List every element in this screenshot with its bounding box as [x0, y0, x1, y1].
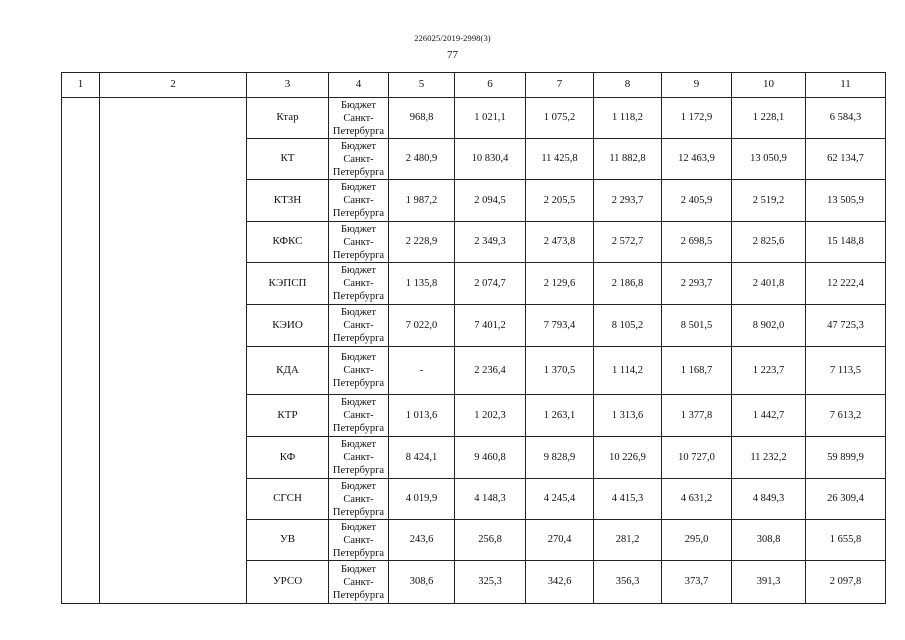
value-cell: -: [389, 347, 455, 395]
value-cell: 2 698,5: [662, 222, 732, 263]
funding-source-line: Бюджет: [340, 480, 377, 492]
funding-source-line: Петербурга: [332, 378, 385, 389]
value-cell: 1 135,8: [389, 263, 455, 305]
table-row: [62, 98, 886, 139]
funding-source-line: Санкт-: [343, 493, 374, 505]
value-cell: 342,6: [526, 561, 594, 604]
value-cell: 9 828,9: [526, 437, 594, 479]
value-cell: 11 425,8: [526, 139, 594, 180]
column-header: 6: [455, 73, 526, 98]
funding-source-line: Петербурга: [332, 249, 385, 261]
funding-source-cell: [329, 305, 389, 347]
funding-source-cell: [329, 561, 389, 604]
value-cell: 1 987,2: [389, 180, 455, 222]
value-cell: 11 882,8: [594, 139, 662, 180]
value-cell: 2 572,7: [594, 222, 662, 263]
value-cell: 2 186,8: [594, 263, 662, 305]
funding-source-cell: [329, 437, 389, 479]
value-cell: 1 370,5: [526, 347, 594, 395]
funding-source-line: Бюджет: [340, 223, 377, 235]
agency-cell: СГСН: [247, 479, 329, 520]
column-header: 8: [594, 73, 662, 98]
value-cell: 12 463,9: [662, 139, 732, 180]
funding-source-line: Бюджет: [340, 439, 377, 450]
value-cell: 1 168,7: [662, 347, 732, 395]
value-cell: 2 129,6: [526, 263, 594, 305]
value-cell: 1 377,8: [662, 395, 732, 437]
agency-cell: КТ: [247, 139, 329, 180]
agency-cell: КФ: [247, 437, 329, 479]
funding-source-line: Санкт-: [343, 534, 374, 546]
funding-source-line: Санкт-: [343, 195, 374, 206]
value-cell: 281,2: [594, 520, 662, 561]
value-cell: 7 793,4: [526, 305, 594, 347]
value-cell: 308,6: [389, 561, 455, 604]
header-row: [62, 73, 886, 98]
value-cell: 2 519,2: [732, 180, 806, 222]
funding-source-line: Петербурга: [332, 465, 385, 476]
column-header: 5: [389, 73, 455, 98]
value-cell: 2 293,7: [594, 180, 662, 222]
value-cell: 1 223,7: [732, 347, 806, 395]
value-cell: 10 830,4: [455, 139, 526, 180]
funding-source-line: Бюджет: [340, 563, 377, 575]
funding-source-line: Петербурга: [332, 547, 385, 559]
value-cell: 1 313,6: [594, 395, 662, 437]
funding-source-cell: [329, 180, 389, 222]
value-cell: 2 349,3: [455, 222, 526, 263]
column-header: 10: [732, 73, 806, 98]
total-cell: 13 505,9: [806, 180, 886, 222]
value-cell: 1 202,3: [455, 395, 526, 437]
value-cell: 1 114,2: [594, 347, 662, 395]
funding-source-cell: [329, 98, 389, 139]
value-cell: 2 473,8: [526, 222, 594, 263]
funding-source-line: Санкт-: [343, 365, 374, 376]
funding-source-cell: [329, 139, 389, 180]
agency-cell: КФКС: [247, 222, 329, 263]
funding-source-line: Петербурга: [332, 423, 385, 434]
merged-cell-col-2: [100, 98, 247, 604]
funding-source-line: Санкт-: [343, 278, 374, 289]
value-cell: 270,4: [526, 520, 594, 561]
value-cell: 10 727,0: [662, 437, 732, 479]
value-cell: 356,3: [594, 561, 662, 604]
funding-source-line: Бюджет: [340, 521, 377, 533]
value-cell: 1 442,7: [732, 395, 806, 437]
value-cell: 968,8: [389, 98, 455, 139]
value-cell: 373,7: [662, 561, 732, 604]
total-cell: 12 222,4: [806, 263, 886, 305]
funding-source-line: Санкт-: [343, 576, 374, 588]
value-cell: 1 228,1: [732, 98, 806, 139]
page-number: 77: [447, 49, 458, 61]
column-header: 2: [100, 73, 247, 98]
agency-cell: КТР: [247, 395, 329, 437]
funding-source-line: Петербурга: [332, 333, 385, 344]
value-cell: 8 424,1: [389, 437, 455, 479]
value-cell: 1 013,6: [389, 395, 455, 437]
agency-cell: Ктар: [247, 98, 329, 139]
total-cell: 15 148,8: [806, 222, 886, 263]
funding-source-line: Санкт-: [343, 236, 374, 248]
value-cell: 2 205,5: [526, 180, 594, 222]
column-header: 9: [662, 73, 732, 98]
column-header: 3: [247, 73, 329, 98]
funding-source-line: Петербурга: [332, 166, 385, 178]
value-cell: 2 401,8: [732, 263, 806, 305]
total-cell: 6 584,3: [806, 98, 886, 139]
value-cell: 243,6: [389, 520, 455, 561]
value-cell: 256,8: [455, 520, 526, 561]
column-header: 1: [62, 73, 100, 98]
agency-cell: КДА: [247, 347, 329, 395]
total-cell: 26 309,4: [806, 479, 886, 520]
value-cell: 2 825,6: [732, 222, 806, 263]
value-cell: 2 293,7: [662, 263, 732, 305]
funding-source-cell: [329, 263, 389, 305]
value-cell: 4 631,2: [662, 479, 732, 520]
value-cell: 1 075,2: [526, 98, 594, 139]
column-header: 7: [526, 73, 594, 98]
value-cell: 2 236,4: [455, 347, 526, 395]
merged-cell-col-1: [62, 98, 100, 604]
value-cell: 11 232,2: [732, 437, 806, 479]
funding-source-line: Бюджет: [340, 99, 377, 111]
total-cell: 7 613,2: [806, 395, 886, 437]
funding-source-line: Бюджет: [340, 352, 377, 363]
value-cell: 295,0: [662, 520, 732, 561]
value-cell: 4 849,3: [732, 479, 806, 520]
funding-source-cell: [329, 347, 389, 395]
funding-source-cell: [329, 520, 389, 561]
funding-source-line: Бюджет: [340, 307, 377, 318]
value-cell: 4 148,3: [455, 479, 526, 520]
value-cell: 8 105,2: [594, 305, 662, 347]
column-header: 11: [806, 73, 886, 98]
total-cell: 62 134,7: [806, 139, 886, 180]
funding-source-cell: [329, 395, 389, 437]
funding-source-line: Бюджет: [340, 140, 377, 152]
funding-source-line: Санкт-: [343, 112, 374, 124]
document-id: 226025/2019-2998(3): [414, 33, 491, 43]
value-cell: 7 401,2: [455, 305, 526, 347]
value-cell: 2 228,9: [389, 222, 455, 263]
funding-source-line: Бюджет: [340, 265, 377, 276]
funding-source-cell: [329, 479, 389, 520]
total-cell: 59 899,9: [806, 437, 886, 479]
value-cell: 391,3: [732, 561, 806, 604]
total-cell: 2 097,8: [806, 561, 886, 604]
value-cell: 2 480,9: [389, 139, 455, 180]
funding-source-line: Петербурга: [332, 291, 385, 302]
total-cell: 7 113,5: [806, 347, 886, 395]
value-cell: 308,8: [732, 520, 806, 561]
funding-source-line: Санкт-: [343, 320, 374, 331]
agency-cell: УВ: [247, 520, 329, 561]
funding-source-cell: [329, 222, 389, 263]
value-cell: 10 226,9: [594, 437, 662, 479]
value-cell: 2 405,9: [662, 180, 732, 222]
funding-source-line: Бюджет: [340, 182, 377, 193]
value-cell: 13 050,9: [732, 139, 806, 180]
funding-source-line: Бюджет: [340, 397, 377, 408]
funding-source-line: Петербурга: [332, 506, 385, 518]
funding-source-line: Санкт-: [343, 452, 374, 463]
funding-source-line: Санкт-: [343, 153, 374, 165]
agency-cell: КЭПСП: [247, 263, 329, 305]
total-cell: 47 725,3: [806, 305, 886, 347]
value-cell: 4 415,3: [594, 479, 662, 520]
agency-cell: КТЗН: [247, 180, 329, 222]
value-cell: 8 902,0: [732, 305, 806, 347]
column-header: 4: [329, 73, 389, 98]
value-cell: 4 019,9: [389, 479, 455, 520]
value-cell: 4 245,4: [526, 479, 594, 520]
total-cell: 1 655,8: [806, 520, 886, 561]
value-cell: 2 074,7: [455, 263, 526, 305]
agency-cell: УРСО: [247, 561, 329, 604]
funding-source-line: Санкт-: [343, 410, 374, 421]
funding-source-line: Петербурга: [332, 125, 385, 137]
agency-cell: КЭИО: [247, 305, 329, 347]
table-body: [62, 98, 886, 604]
budget-table: [61, 72, 886, 604]
value-cell: 7 022,0: [389, 305, 455, 347]
value-cell: 2 094,5: [455, 180, 526, 222]
value-cell: 1 021,1: [455, 98, 526, 139]
value-cell: 8 501,5: [662, 305, 732, 347]
value-cell: 9 460,8: [455, 437, 526, 479]
value-cell: 1 118,2: [594, 98, 662, 139]
funding-source-line: Петербурга: [332, 208, 385, 219]
value-cell: 1 263,1: [526, 395, 594, 437]
funding-source-line: Петербурга: [332, 589, 385, 601]
value-cell: 1 172,9: [662, 98, 732, 139]
value-cell: 325,3: [455, 561, 526, 604]
